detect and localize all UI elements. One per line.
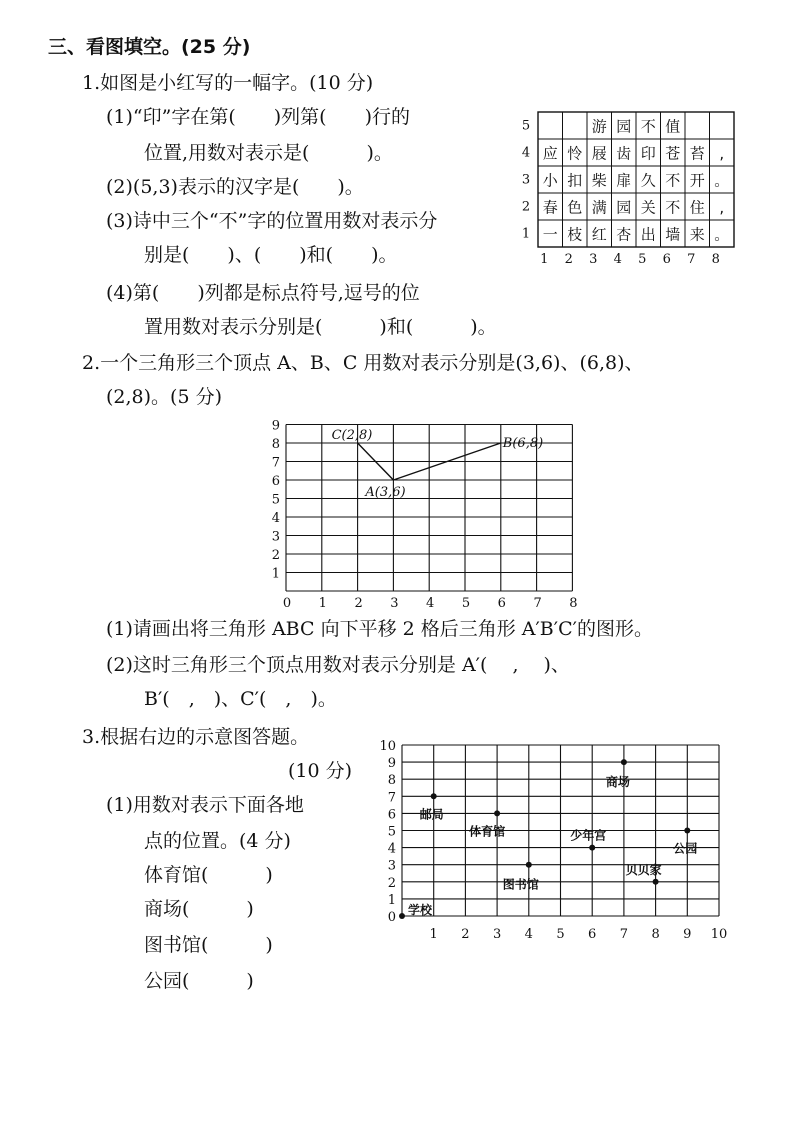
- q2-part1: (1)请画出将三角形 ABC 向下平移 2 格后三角形 A′B′C′的图形。: [106, 618, 653, 640]
- poem-row-label: 2: [521, 199, 531, 215]
- poem-char: 不: [665, 171, 681, 190]
- map-point: [526, 862, 532, 868]
- y-tick-label: 0: [387, 910, 396, 925]
- poem-char: 墙: [665, 225, 681, 244]
- vertex-label-B: B(6,8): [502, 436, 544, 451]
- map-point-label: 学校: [408, 903, 433, 917]
- map-point-label: 商场: [605, 775, 630, 790]
- poem-char: 出: [640, 225, 656, 244]
- q1-part4-line2: 置用数对表示分别是( )和( )。: [144, 316, 497, 338]
- q1-part4-line1: (4)第( )列都是标点符号,逗号的位: [106, 282, 420, 304]
- y-tick-label: 7: [271, 455, 280, 471]
- section-title: 三、看图填空。(25 分): [48, 36, 251, 58]
- poem-char: 满: [591, 198, 607, 217]
- poem-char: 。: [714, 171, 730, 190]
- x-tick-label: 10: [710, 927, 728, 942]
- x-tick-label: 8: [569, 596, 578, 611]
- q3-title: 3.根据右边的示意图答题。: [82, 726, 310, 748]
- map-point: [399, 913, 405, 919]
- map-point-label: 图书馆: [502, 877, 539, 892]
- poem-col-label: 2: [564, 252, 573, 267]
- poem-char: 开: [689, 171, 705, 190]
- x-tick-label: 7: [533, 596, 542, 611]
- x-tick-label: 5: [461, 596, 471, 611]
- poem-row-label: 1: [521, 226, 531, 242]
- q3-part1-line1: (1)用数对表示下面各地: [106, 794, 304, 816]
- y-tick-label: 4: [387, 841, 396, 857]
- x-tick-label: 2: [461, 927, 470, 942]
- poem-col-label: 6: [662, 252, 671, 267]
- poem-char: 不: [665, 198, 681, 217]
- poem-col-label: 8: [711, 252, 720, 267]
- poem-row-label: 4: [521, 145, 531, 161]
- y-tick-label: 9: [387, 756, 396, 772]
- poem-char: 园: [616, 198, 632, 217]
- y-tick-label: 3: [387, 858, 396, 874]
- poem-char: 苍: [665, 144, 681, 163]
- poem-char: 枝: [567, 225, 583, 244]
- x-tick-label: 3: [492, 927, 502, 942]
- poem-char: 春: [542, 198, 558, 217]
- map-point-label: 少年宫: [570, 828, 607, 843]
- q1-part1-line1: (1)“印”字在第( )列第( )行的: [106, 106, 410, 128]
- x-tick-label: 4: [426, 596, 435, 611]
- y-tick-label: 1: [271, 566, 280, 582]
- q3-score: (10 分): [288, 760, 353, 782]
- y-tick-label: 2: [387, 875, 396, 891]
- x-tick-label: 1: [429, 927, 438, 942]
- y-tick-label: 5: [271, 492, 280, 508]
- map-point: [621, 759, 627, 765]
- x-tick-label: 8: [651, 927, 660, 942]
- poem-char: 游: [591, 117, 607, 136]
- y-tick-label: 6: [387, 807, 396, 823]
- q3-answer-park: 公园( ): [144, 970, 254, 992]
- poem-char: ,: [719, 144, 725, 163]
- poem-char: 红: [591, 225, 607, 244]
- q1-title: 1.如图是小红写的一幅字。(10 分): [82, 72, 374, 94]
- q2-title-line1: 2.一个三角形三个顶点 A、B、C 用数对表示分别是(3,6)、(6,8)、: [82, 352, 644, 374]
- y-tick-label: 6: [271, 474, 280, 489]
- y-tick-label: 3: [271, 529, 280, 545]
- poem-char: 印: [640, 144, 656, 163]
- map-point-label: 公园: [673, 841, 698, 856]
- poem-char: 一: [542, 225, 558, 244]
- poem-char: 杏: [616, 225, 632, 244]
- poem-char: 关: [640, 198, 656, 217]
- y-tick-label: 1: [387, 892, 396, 908]
- poem-row-label: 3: [521, 172, 531, 188]
- poem-char: 不: [640, 117, 656, 136]
- poem-char: 扣: [567, 171, 583, 190]
- q3-answer-gym: 体育馆( ): [144, 864, 273, 886]
- vertex-label-A: A(3,6): [365, 485, 406, 500]
- poem-char: 屐: [591, 144, 607, 163]
- y-tick-label: 8: [271, 437, 280, 452]
- poem-col-label: 1: [540, 252, 549, 267]
- x-tick-label: 1: [318, 596, 327, 611]
- q1-part3-line2: 别是( )、( )和( )。: [144, 244, 398, 266]
- map-point-label: 体育馆: [469, 824, 506, 839]
- poem-char: 应: [542, 144, 558, 163]
- poem-col-label: 3: [589, 252, 598, 267]
- map-point: [589, 845, 595, 851]
- poem-char: 色: [567, 198, 583, 217]
- y-tick-label: 8: [387, 773, 396, 789]
- poem-char: 园: [616, 117, 632, 136]
- poem-char: 来: [689, 225, 705, 244]
- poem-char: 怜: [567, 144, 583, 163]
- poem-char: 久: [640, 171, 656, 190]
- poem-char: ,: [719, 198, 725, 217]
- x-tick-label: 2: [354, 596, 363, 611]
- map-point: [684, 828, 690, 834]
- x-tick-label: 0: [282, 596, 292, 611]
- poem-char: 扉: [616, 171, 632, 190]
- x-tick-label: 4: [524, 927, 533, 942]
- y-tick-label: 2: [271, 548, 280, 563]
- x-tick-label: 3: [390, 596, 399, 611]
- poem-char: 。: [714, 225, 730, 244]
- poem-char: 住: [689, 198, 705, 217]
- x-tick-label: 9: [683, 927, 692, 942]
- poem-col-label: 4: [613, 252, 622, 267]
- x-tick-label: 5: [556, 927, 565, 942]
- q3-answer-mall: 商场( ): [144, 898, 254, 920]
- q3-answer-library: 图书馆( ): [144, 934, 273, 956]
- map-point-label: 贝贝家: [625, 862, 662, 877]
- q3-part1-line2: 点的位置。(4 分): [144, 830, 291, 852]
- y-tick-label: 9: [271, 418, 280, 434]
- x-tick-label: 6: [588, 927, 597, 942]
- vertex-label-C: C(2,8): [331, 428, 373, 443]
- map-point-label: 邮局: [419, 807, 444, 822]
- map-point: [494, 810, 500, 816]
- map-point: [431, 793, 437, 799]
- q2-title-line2: (2,8)。(5 分): [106, 386, 222, 408]
- poem-char: 柴: [591, 171, 607, 190]
- y-tick-label: 7: [387, 790, 396, 806]
- y-tick-label: 4: [271, 511, 280, 526]
- q1-part3-line1: (3)诗中三个“不”字的位置用数对表示分: [106, 210, 438, 232]
- poem-char: 苔: [689, 144, 705, 163]
- y-tick-label: 10: [379, 739, 396, 754]
- y-tick-label: 5: [387, 824, 396, 840]
- poem-char: 齿: [616, 144, 632, 163]
- q1-part2: (2)(5,3)表示的汉字是( )。: [106, 176, 364, 198]
- q2-part2-line2: B′( , )、C′( , )。: [144, 688, 337, 710]
- poem-char: 小: [542, 171, 558, 190]
- poem-char: 值: [665, 117, 681, 136]
- x-tick-label: 7: [619, 927, 629, 942]
- q2-part2-line1: (2)这时三角形三个顶点用数对表示分别是 A′( , )、: [106, 654, 570, 676]
- poem-row-label: 5: [521, 118, 531, 134]
- q1-part1-line2: 位置,用数对表示是( )。: [144, 142, 393, 164]
- poem-col-label: 5: [638, 252, 647, 267]
- x-tick-label: 6: [497, 596, 506, 611]
- poem-col-label: 7: [687, 252, 696, 267]
- map-point: [653, 879, 659, 885]
